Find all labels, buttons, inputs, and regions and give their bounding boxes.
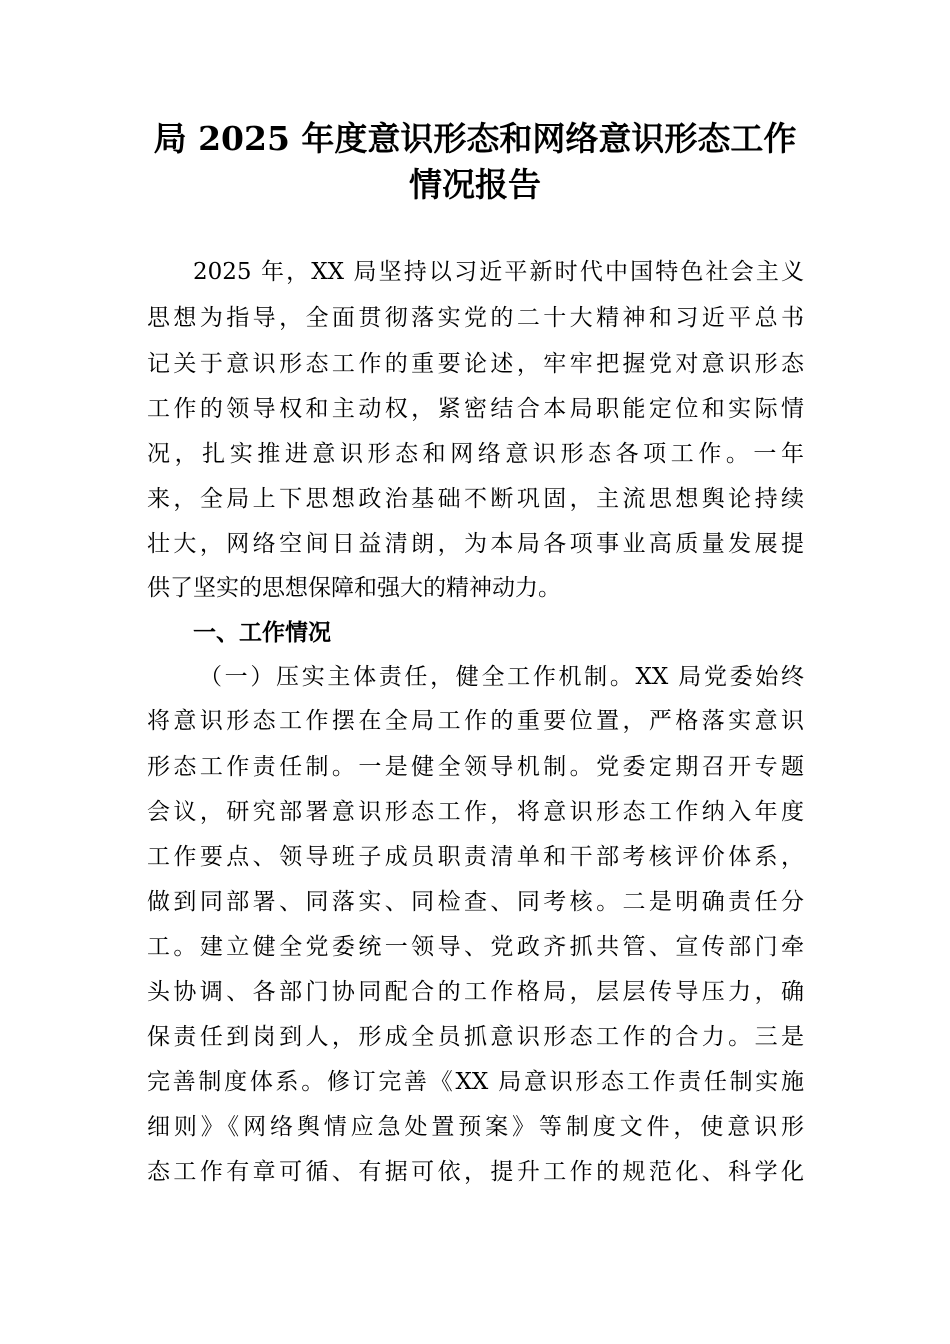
paragraph-line: 记关于意识形态工作的重要论述，牢牢把握党对意识形态 xyxy=(147,351,804,377)
paragraph-line: 2025 年，XX 局坚持以习近平新时代中国特色社会主义 xyxy=(193,259,804,285)
paragraph-line: 供了坚实的思想保障和强大的精神动力。 xyxy=(147,575,561,601)
paragraph-line: 思想为指导，全面贯彻落实党的二十大精神和习近平总书 xyxy=(147,305,804,331)
paragraph-line: 形态工作责任制。一是健全领导机制。党委定期召开专题 xyxy=(147,754,804,780)
paragraph-line: 做到同部署、同落实、同检查、同考核。二是明确责任分 xyxy=(147,889,804,915)
paragraph-line: 将意识形态工作摆在全局工作的重要位置，严格落实意识 xyxy=(147,708,804,734)
paragraph-line: 态工作有章可循、有据可依，提升工作的规范化、科学化 xyxy=(147,1159,804,1185)
document-title-line-2: 情况报告 xyxy=(409,165,541,204)
paragraph-line: 保责任到岗到人，形成全员抓意识形态工作的合力。三是 xyxy=(147,1024,804,1050)
paragraph-line: 壮大，网络空间日益清朗，为本局各项事业高质量发展提 xyxy=(147,531,804,557)
paragraph-line: （一）压实主体责任，健全工作机制。XX 局党委始终 xyxy=(199,664,804,690)
paragraph-line: 来，全局上下思想政治基础不断巩固，主流思想舆论持续 xyxy=(147,486,804,512)
paragraph-line: 工。建立健全党委统一领导、党政齐抓共管、宣传部门牵 xyxy=(147,934,804,960)
document-title-line-1: 局 2025 年度意识形态和网络意识形态工作 xyxy=(153,119,797,158)
paragraph-line: 完善制度体系。修订完善《XX 局意识形态工作责任制实施 xyxy=(147,1069,804,1095)
paragraph-line: 工作的领导权和主动权，紧密结合本局职能定位和实际情 xyxy=(147,396,804,422)
paragraph-line: 况，扎实推进意识形态和网络意识形态各项工作。一年 xyxy=(147,441,804,467)
paragraph-line: 工作要点、领导班子成员职责清单和干部考核评价体系， xyxy=(147,844,804,870)
paragraph-line: 会议，研究部署意识形态工作，将意识形态工作纳入年度 xyxy=(147,799,804,825)
paragraph-line: 细则》《网络舆情应急处置预案》等制度文件，使意识形 xyxy=(147,1114,804,1140)
paragraph-line: 头协调、各部门协同配合的工作格局，层层传导压力，确 xyxy=(147,979,804,1005)
section-heading: 一、工作情况 xyxy=(193,620,331,646)
